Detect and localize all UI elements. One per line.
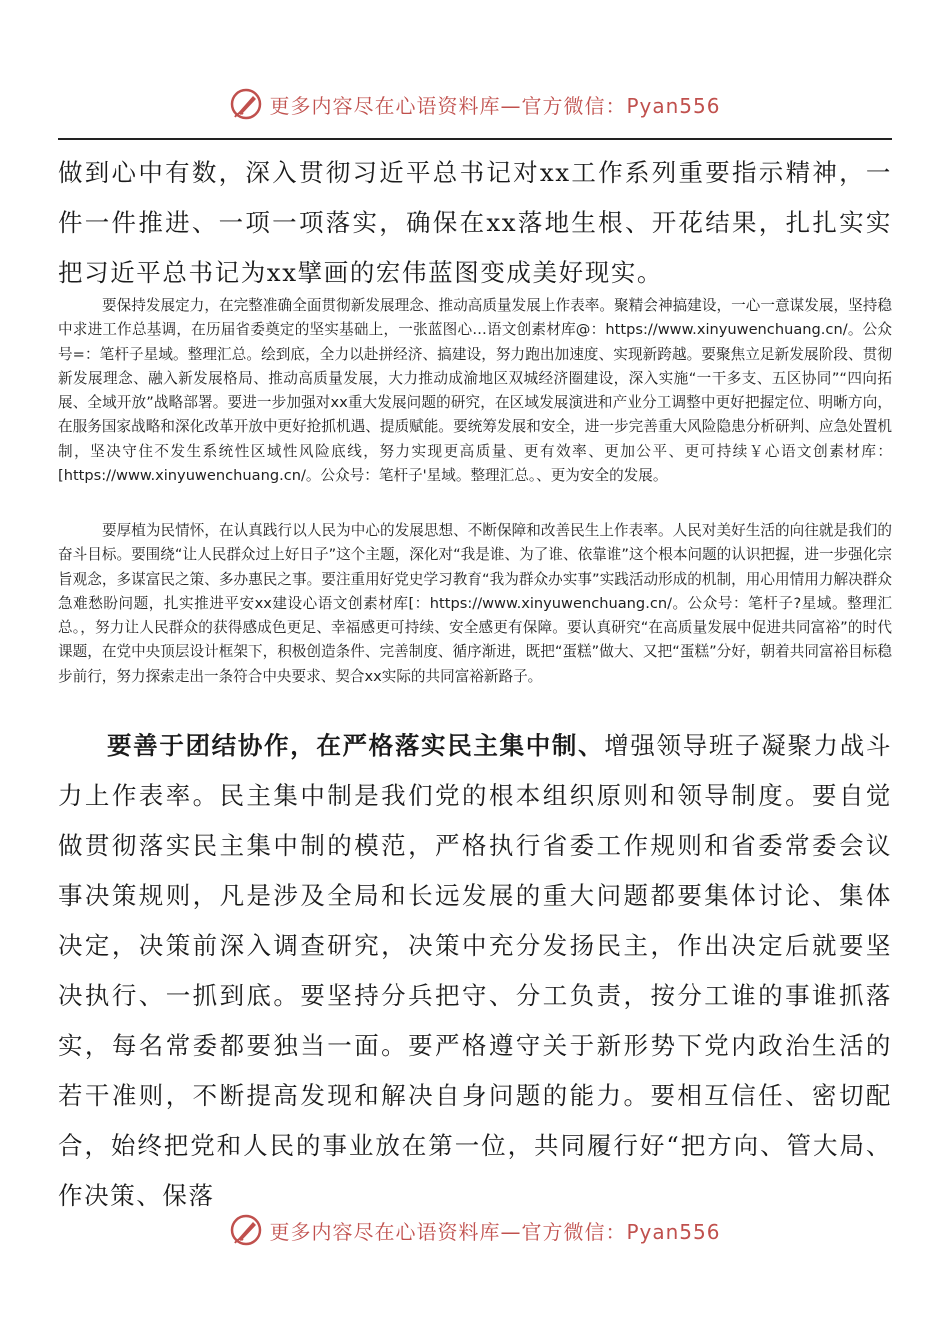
header-banner-text: 更多内容尽在心语资料库—官方微信：Pyan556 — [269, 93, 721, 118]
footer-banner-text: 更多内容尽在心语资料库—官方微信：Pyan556 — [269, 1219, 721, 1244]
paragraph-4-lead: 要善于团结协作，在严格落实民主集中制、 — [107, 731, 605, 760]
paragraph-4-body: 增强领导班子凝聚力战斗力上作表率。民主集中制是我们党的根本组织原则和领导制度。要自觉做贯彻落实民主集中制的模范，严格执行省委工作规则和省委常委会议事决策规则，凡是涉及全局和长远发展的重大问题都要集体讨论、集体决定，决策前深入调查研究，决策中充分发扬民主，作出决定后就要坚决执行、一抓到底。要坚持分兵把守、分工负责，按分工谁的事谁抓落实，每名常委都要独当一面。要严格遵守关于新形势下党内政治生活的若干准则，不断提高发现和解决自身问题的能力。要相互信任、密切配合，始终把党和人民的事业放在第一位，共同履行好“把方向、管大局、作决策、保落 — [58, 731, 892, 1210]
footer-banner — [0, 1210, 950, 1250]
header-banner — [0, 84, 950, 124]
paragraph-4 — [58, 721, 892, 1221]
pen-logo-icon — [229, 1213, 263, 1247]
pen-logo-icon — [229, 87, 263, 121]
paragraph-2: 要保持发展定力，在完整准确全面贯彻新发展理念、推动高质量发展上作表率。聚精会神搞建设，一心一意谋发展，坚持稳中求进工作总基调，在历届省委奠定的坚实基础上，一张蓝图心…语文创素材库@：https://www.xinyuwenchuang.cn/。公众号=：笔杆子星域。整理汇总。绘到底，全力以赴拼经济、搞建设，努力跑出加速度、实现新跨越。要聚焦立足新发展阶段、贯彻新发展理念、融入新发展格局、推动高质量发展，大力推动成渝地区双城经济圈建设，深入实施“一干多支、五区协同”“四向拓展、全域开放”战略部署。要进一步加强对xx重大发展问题的研究，在区域发展演进和产业分工调整中更好把握定位、明晰方向，在服务国家战略和深化改革开放中更好抢抓机遇、提质赋能。要统筹发展和安全，进一步完善重大风险隐患分析研判、应急处置机制，坚决守住不发生系统性区域性风险底线，努力实现更高质量、更有效率、更加公平、更可持续￥心语文创素材库：[https://www.xinyuwenchuang.cn/。公众号：笔杆子'星域。整理汇总。、更为安全的发展。 — [58, 297, 892, 485]
header-divider — [58, 138, 892, 140]
paragraph-1: 做到心中有数，深入贯彻习近平总书记对xx工作系列重要指示精神，一件一件推进、一项一项落实，确保在xx落地生根、开花结果，扎扎实实把习近平总书记为xx擘画的宏伟蓝图变成美好现实。 — [58, 158, 892, 287]
paragraph-3: 要厚植为民情怀，在认真践行以人民为中心的发展思想、不断保障和改善民生上作表率。人民对美好生活的向往就是我们的奋斗目标。要围绕“让人民群众过上好日子”这个主题，深化对“我是谁、为了谁、依靠谁”这个根本问题的认识把握，进一步强化宗旨观念，多谋富民之策、多办惠民之事。要注重用好党史学习教育“我为群众办实事”实践活动形成的机制，用心用情用力解决群众急难愁盼问题，扎实推进平安xx建设心语文创素材库[：https://www.xinyuwenchuang.cn/。公众号：笔杆子?星域。整理汇总。，努力让人民群众的获得感成色更足、幸福感更可持续、安全感更有保障。要认真研究“在高质量发展中促进共同富裕”的时代课题，在党中央顶层设计框架下，积极创造条件、完善制度、循序渐进，既把“蛋糕”做大、又把“蛋糕”分好，朝着共同富裕目标稳步前行，努力探索走出一条符合中央要求、契合xx实际的共同富裕新路子。 — [58, 522, 892, 685]
